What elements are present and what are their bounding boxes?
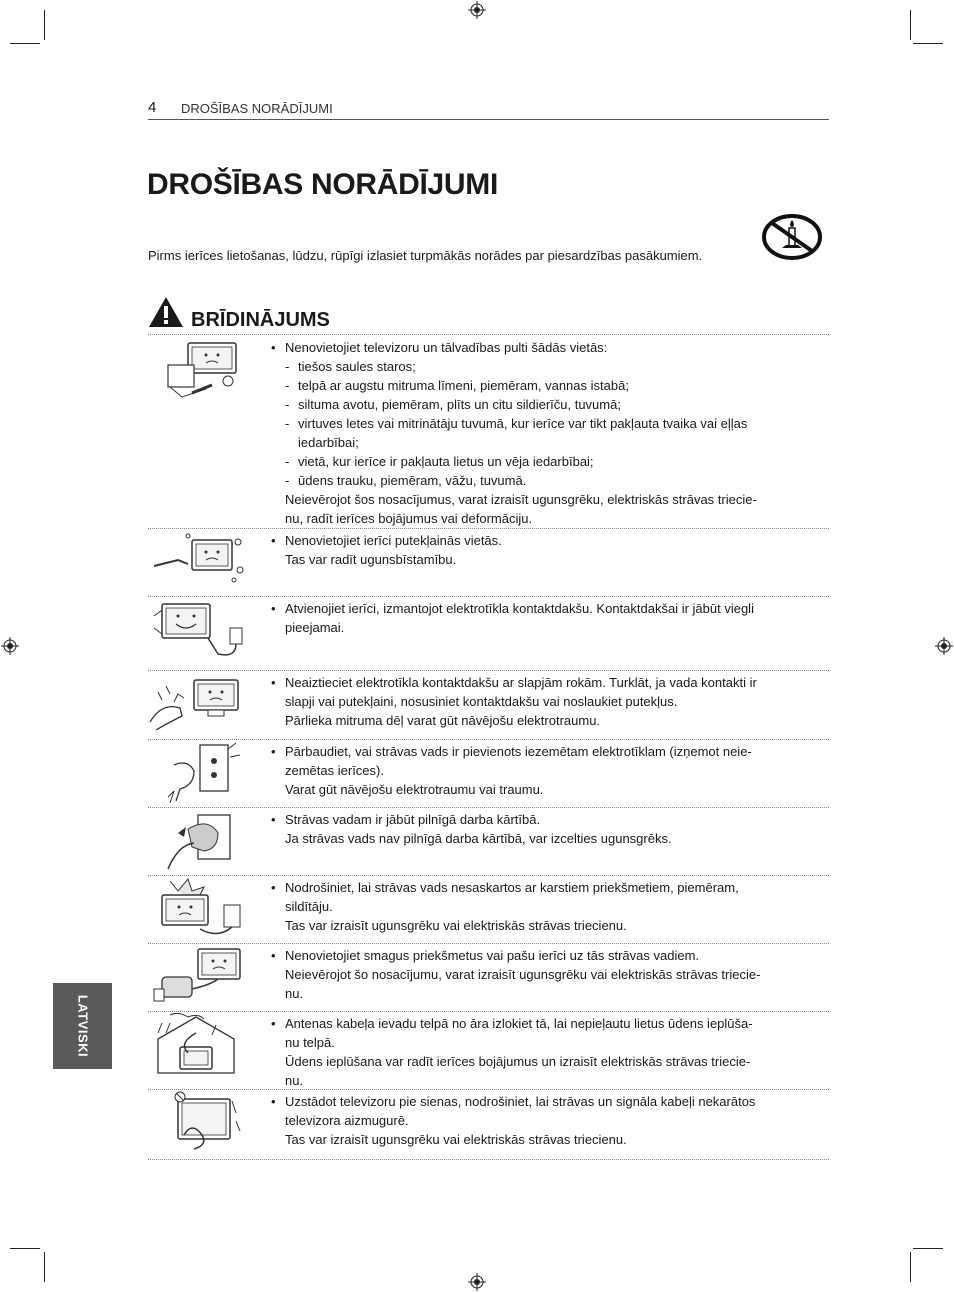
tv-heat-illustration-icon [148, 337, 244, 399]
text-line: slapji vai putekļaini, nosusiniet kontaktdakšu vai noslaukiet putekļus. [285, 694, 678, 709]
no-candle-icon [762, 214, 822, 260]
text-line: televizora aizmugurē. [285, 1113, 409, 1128]
text-line: Tas var radīt ugunsbīstamību. [285, 552, 457, 567]
warning-row [148, 596, 829, 671]
bullet-line: • Antenas kabeļa ievadu telpā no āra izlokiet tā, lai nepieļautu lietus ūdens ieplūša- [268, 1014, 829, 1033]
bullet-line: • Neaiztieciet elektrotīkla kontaktdakšu ar slapjām rokām. Turklāt, ja vada kontakti ir [268, 673, 829, 692]
bullet-line: • Nenovietojiet televizoru un tālvadības pulti šādās vietās: [268, 338, 829, 357]
crop-mark [44, 10, 45, 40]
warning-text [268, 878, 829, 935]
text-line: Neievērojot šos nosacījumus, varat izraisīt ugunsgrēku, elektriskās strāvas triecie- [285, 492, 757, 507]
text-line: Pārlieka mitruma dēļ varat gūt nāvējošu elektrotraumu. [285, 713, 601, 728]
antenna-cable-illustration-icon [148, 1013, 244, 1075]
wall-mount-cable-illustration-icon [148, 1091, 244, 1153]
registration-mark-icon [1, 637, 19, 655]
crop-mark [10, 1248, 40, 1249]
warning-row [148, 670, 829, 740]
page-title: DROŠĪBAS NORĀDĪJUMI [147, 168, 498, 201]
dash-line: iedarbībai; [298, 435, 359, 450]
bullet-line: • Uzstādot televizoru pie sienas, nodrošiniet, lai strāvas un signāla kabeļi nekarātos [268, 1092, 829, 1111]
text-line: zemētas ierīces). [285, 763, 384, 778]
registration-mark-icon [468, 1, 486, 19]
dash-line: - siltuma avotu, piemēram, plīts un citu sildierīču, tuvumā; [268, 395, 829, 414]
bullet-line: • Pārbaudiet, vai strāvas vads ir pievienots iezemētam elektrotīklam (izņemot neie- [268, 742, 829, 761]
warning-text [268, 531, 829, 569]
text-line: Ūdens ieplūšana var radīt ierīces bojājumus un izraisīt elektriskās strāvas triecie- [285, 1054, 751, 1069]
header-rule [148, 119, 829, 120]
warning-row [148, 335, 829, 529]
language-tab-label: LATVISKI [75, 994, 90, 1058]
wet-hands-illustration-icon [148, 672, 244, 734]
registration-mark-icon [935, 637, 953, 655]
dash-line: - telpā ar augstu mitruma līmeni, piemēram, vannas istabā; [268, 376, 829, 395]
warning-text [268, 673, 829, 730]
page-number: 4 [148, 99, 157, 116]
text-line: nu. [285, 1073, 304, 1088]
heavy-object-illustration-icon [148, 945, 244, 1007]
text-line: Tas var izraisīt ugunsgrēku vai elektriskās strāvas triecienu. [285, 1132, 627, 1147]
text-line: Neievērojot šo nosacījumu, varat izraisīt ugunsgrēku vai elektriskās strāvas triecie- [285, 967, 761, 982]
text-line: nu telpā. [285, 1035, 335, 1050]
crop-mark [913, 43, 943, 44]
warning-row [148, 528, 829, 597]
text-line: nu. [285, 986, 304, 1001]
tv-plug-illustration-icon [148, 598, 244, 660]
warning-icon [148, 296, 184, 328]
warning-text [268, 599, 829, 637]
text-line: Varat gūt nāvējošu elektrotraumu vai traumu. [285, 782, 544, 797]
text-line: Tas var izraisīt ugunsgrēku vai elektriskās strāvas triecienu. [285, 918, 627, 933]
warning-row [148, 739, 829, 808]
intro-text: Pirms ierīces lietošanas, lūdzu, rūpīgi izlasiet turpmākās norādes par piesardzības pasākumiem. [148, 248, 703, 263]
dash-line: - virtuves letes vai mitrinātāju tuvumā, kur ierīce var tikt pakļauta tvaika vai eļļas [268, 414, 829, 433]
language-tab [53, 983, 112, 1069]
warning-heading: BRĪDINĀJUMS [191, 309, 330, 331]
crop-mark [910, 1252, 911, 1282]
tv-dust-illustration-icon [148, 530, 244, 592]
hot-object-illustration-icon [148, 877, 244, 939]
bullet-line: • Nenovietojiet ierīci putekļainās vietās. [268, 531, 829, 550]
warning-text [268, 946, 829, 1003]
bullet-line: • Nenovietojiet smagus priekšmetus vai pašu ierīci uz tās strāvas vadiem. [268, 946, 829, 965]
grounded-outlet-illustration-icon [148, 741, 244, 803]
crop-mark [10, 43, 40, 44]
bullet-line: • Nodrošiniet, lai strāvas vads nesaskartos ar karstiem priekšmetiem, piemēram, [268, 878, 829, 897]
bullet-line: • Strāvas vadam ir jābūt pilnīgā darba kārtībā. [268, 810, 829, 829]
warning-row [148, 875, 829, 944]
dash-line: - tiešos saules staros; [268, 357, 829, 376]
crop-mark [44, 1252, 45, 1282]
warning-text [268, 338, 829, 528]
warning-row [148, 807, 829, 876]
warning-row [148, 1011, 829, 1090]
crop-mark [913, 1248, 943, 1249]
bullet-line: • Atvienojiet ierīci, izmantojot elektrotīkla kontaktdakšu. Kontaktdakšai ir jābūt viegli [268, 599, 829, 618]
warning-text [268, 1092, 829, 1149]
registration-mark-icon [468, 1273, 486, 1291]
warning-text [268, 810, 829, 848]
cord-condition-illustration-icon [148, 809, 244, 871]
text-line: nu, radīt ierīces bojājumus vai deformāciju. [285, 511, 533, 526]
crop-mark [910, 10, 911, 40]
warning-row [148, 1089, 829, 1160]
warning-row [148, 943, 829, 1012]
running-header: DROŠĪBAS NORĀDĪJUMI [181, 101, 333, 116]
dash-line: - ūdens trauku, piemēram, vāžu, tuvumā. [268, 471, 829, 490]
text-line: Ja strāvas vads nav pilnīgā darba kārtībā, var izcelties ugunsgrēks. [285, 831, 672, 846]
text-line: sildītāju. [285, 899, 333, 914]
warning-text [268, 1014, 829, 1090]
warning-text [268, 742, 829, 799]
text-line: pieejamai. [285, 620, 345, 635]
dash-line: - vietā, kur ierīce ir pakļauta lietus un vēja iedarbībai; [268, 452, 829, 471]
